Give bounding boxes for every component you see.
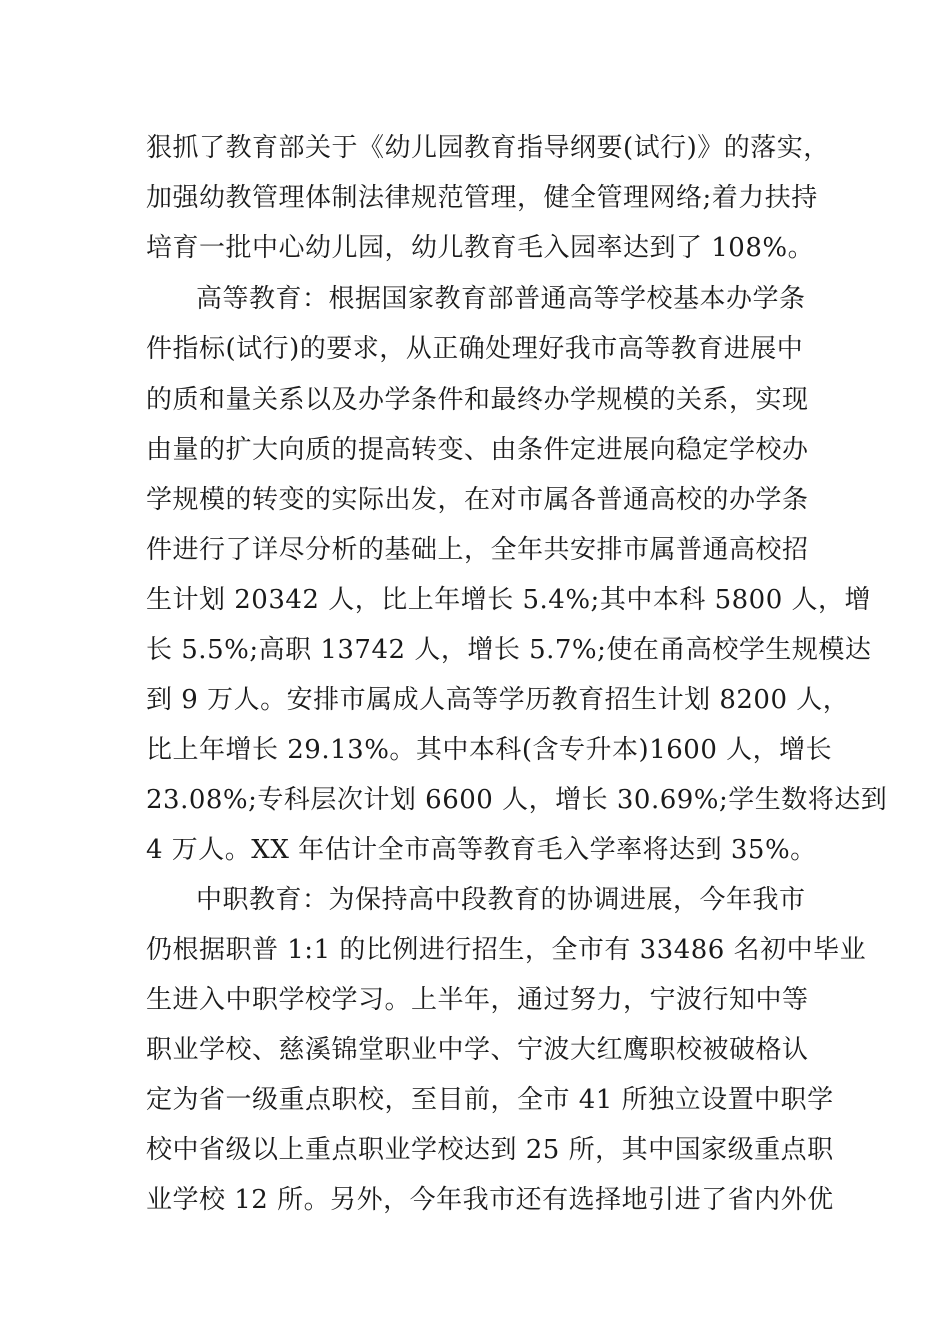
text-line: 件进行了详尽分析的基础上，全年共安排市属普通高校招 bbox=[146, 535, 809, 565]
text-line: 职业学校、慈溪锦堂职业中学、宁波大红鹰职校被破格认 bbox=[146, 1035, 809, 1065]
text-line: 加强幼教管理体制法律规范管理，健全管理网络;着力扶持 bbox=[146, 183, 818, 213]
text-line: 长 5.5%;高职 13742 人，增长 5.7%;使在甬高校学生规模达 bbox=[146, 635, 872, 665]
text-line: 定为省一级重点职校，至目前，全市 41 所独立设置中职学 bbox=[146, 1085, 834, 1115]
text-line: 培育一批中心幼儿园，幼儿教育毛入园率达到了 108%。 bbox=[146, 233, 815, 263]
text-line: 到 9 万人。安排市属成人高等学历教育招生计划 8200 人， bbox=[146, 685, 850, 715]
text-line: 23.08%;专科层次计划 6600 人，增长 30.69%;学生数将达到 bbox=[146, 785, 888, 815]
text-line: 校中省级以上重点职业学校达到 25 所，其中国家级重点职 bbox=[146, 1135, 834, 1165]
text-line: 由量的扩大向质的提高转变、由条件定进展向稳定学校办 bbox=[146, 435, 809, 465]
text-line: 生进入中职学校学习。上半年，通过努力，宁波行知中等 bbox=[146, 985, 809, 1015]
text-line: 比上年增长 29.13%。其中本科(含专升本)1600 人，增长 bbox=[146, 735, 833, 765]
paragraph-start-line: 中职教育：为保持高中段教育的协调进展，今年我市 bbox=[196, 885, 806, 915]
text-line: 学规模的转变的实际出发，在对市属各普通高校的办学条 bbox=[146, 485, 809, 515]
text-line: 的质和量关系以及办学条件和最终办学规模的关系，实现 bbox=[146, 385, 809, 415]
text-line: 业学校 12 所。另外，今年我市还有选择地引进了省内外优 bbox=[146, 1185, 834, 1215]
paragraph-start-line: 高等教育：根据国家教育部普通高等学校基本办学条 bbox=[196, 284, 806, 314]
text-line: 件指标(试行)的要求，从正确处理好我市高等教育进展中 bbox=[146, 334, 804, 364]
text-line: 仍根据职普 1:1 的比例进行招生，全市有 33486 名初中毕业 bbox=[146, 935, 867, 965]
text-line: 4 万人。XX 年估计全市高等教育毛入学率将达到 35%。 bbox=[146, 835, 817, 865]
text-line: 生计划 20342 人，比上年增长 5.4%;其中本科 5800 人，增 bbox=[146, 585, 872, 615]
text-line: 狠抓了教育部关于《幼儿园教育指导纲要(试行)》的落实， bbox=[146, 133, 830, 163]
